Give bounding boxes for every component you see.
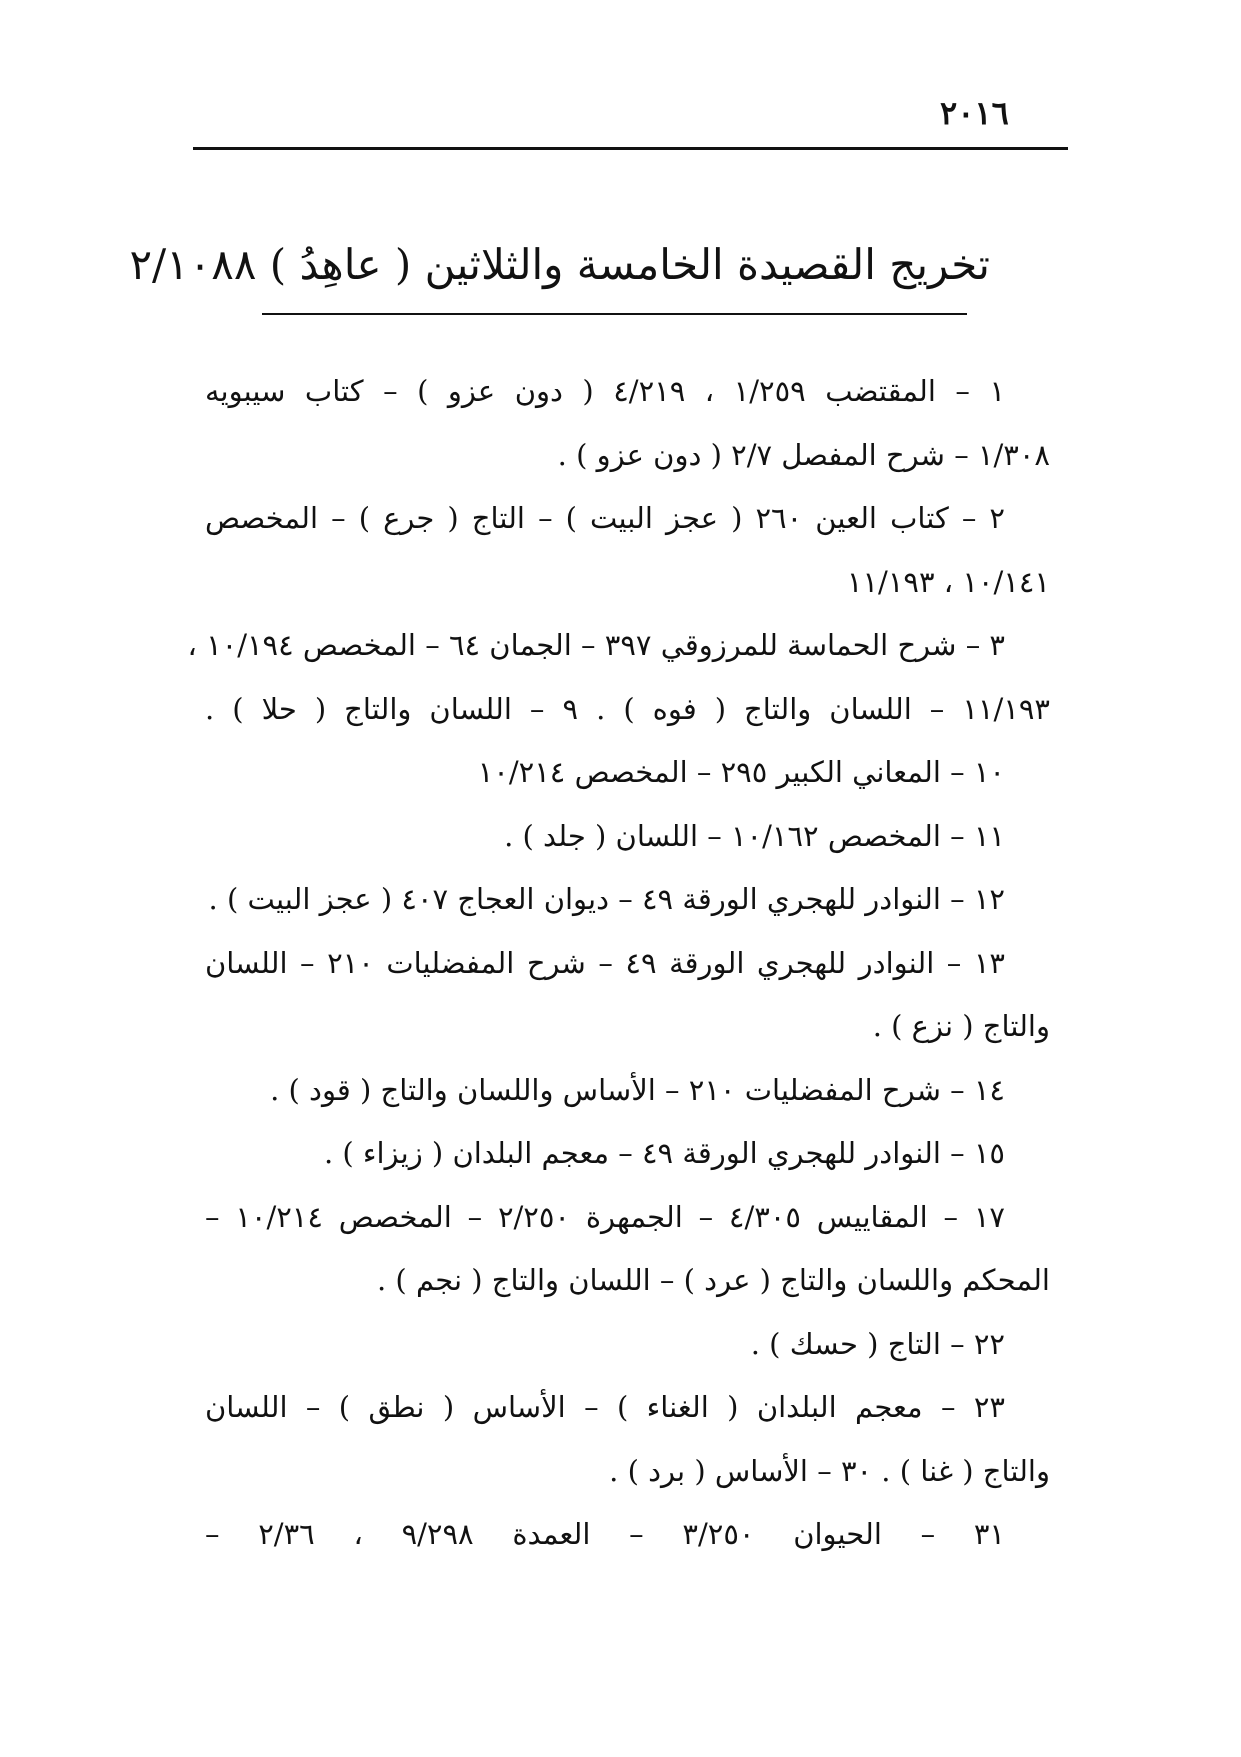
entry-line: ١٢ – النوادر للهجري الورقة ٤٩ – ديوان العجاج ٤٠٧ ( عجز البيت ) . <box>208 882 1005 916</box>
entry-line: ١٠ – المعاني الكبير ٢٩٥ – المخصص ١٠/٢١٤ <box>477 755 1005 789</box>
entry-line: ٢ – كتاب العين ٢٦٠ ( عجز البيت ) – التاج ( جرع ) – المخصص <box>205 501 1005 535</box>
section-title: تخريج القصيدة الخامسة والثلاثين ( عاهِدُ ) ٢/١٠٨٨ <box>129 240 990 289</box>
entry-line: ٣١ – الحيوان ٣/٢٥٠ – العمدة ٩/٢٩٨ ، ٢/٣٦ – <box>205 1517 1006 1551</box>
entry-line: ١٠/١٤١ ، ١١/١٩٣ <box>846 564 1050 599</box>
entry-line: ١٣ – النوادر للهجري الورقة ٤٩ – شرح المفضليات ٢١٠ – اللسان <box>205 945 1005 980</box>
entry-line: ٢٣ – معجم البلدان ( الغناء ) – الأساس ( نطق ) – اللسان <box>205 1390 1005 1424</box>
entry-line: ١/٣٠٨ – شرح المفصل ٢/٧ ( دون عزو ) . <box>557 437 1050 472</box>
entry-line: ١٤ – شرح المفضليات ٢١٠ – الأساس واللسان والتاج ( قود ) . <box>270 1072 1005 1107</box>
title-underline <box>262 313 967 315</box>
references-list <box>187 360 1050 1567</box>
entry-line: المحكم واللسان والتاج ( عرد ) – اللسان والتاج ( نجم ) . <box>376 1263 1050 1297</box>
entry-line: والتاج ( غنا ) . ٣٠ – الأساس ( برد ) . <box>609 1453 1050 1488</box>
entry-line: ٢٢ – التاج ( حسك ) . <box>750 1326 1005 1361</box>
entry-line: ١٥ – النوادر للهجري الورقة ٤٩ – معجم البلدان ( زيزاء ) . <box>323 1136 1005 1170</box>
entry-line: ١١ – المخصص ١٠/١٦٢ – اللسان ( جلد ) . <box>504 818 1005 853</box>
entry-line: ١١/١٩٣ – اللسان والتاج ( فوه ) . ٩ – اللسان والتاج ( حلا ) . <box>205 691 1050 726</box>
page-number: ٢٠١٦ <box>940 94 1009 132</box>
header-rule <box>193 147 1068 150</box>
entry-line: ١ – المقتضب ١/٢٥٩ ، ٤/٢١٩ ( دون عزو ) – كتاب سيبويه <box>205 374 1006 408</box>
entry-line: والتاج ( نزع ) . <box>872 1009 1050 1043</box>
entry-line: ٣ – شرح الحماسة للمرزوقي ٣٩٧ – الجمان ٦٤ – المخصص ١٠/١٩٤ ، <box>187 628 1005 662</box>
entry-line: ١٧ – المقاييس ٤/٣٠٥ – الجمهرة ٢/٢٥٠ – المخصص ١٠/٢١٤ – <box>205 1199 1005 1234</box>
